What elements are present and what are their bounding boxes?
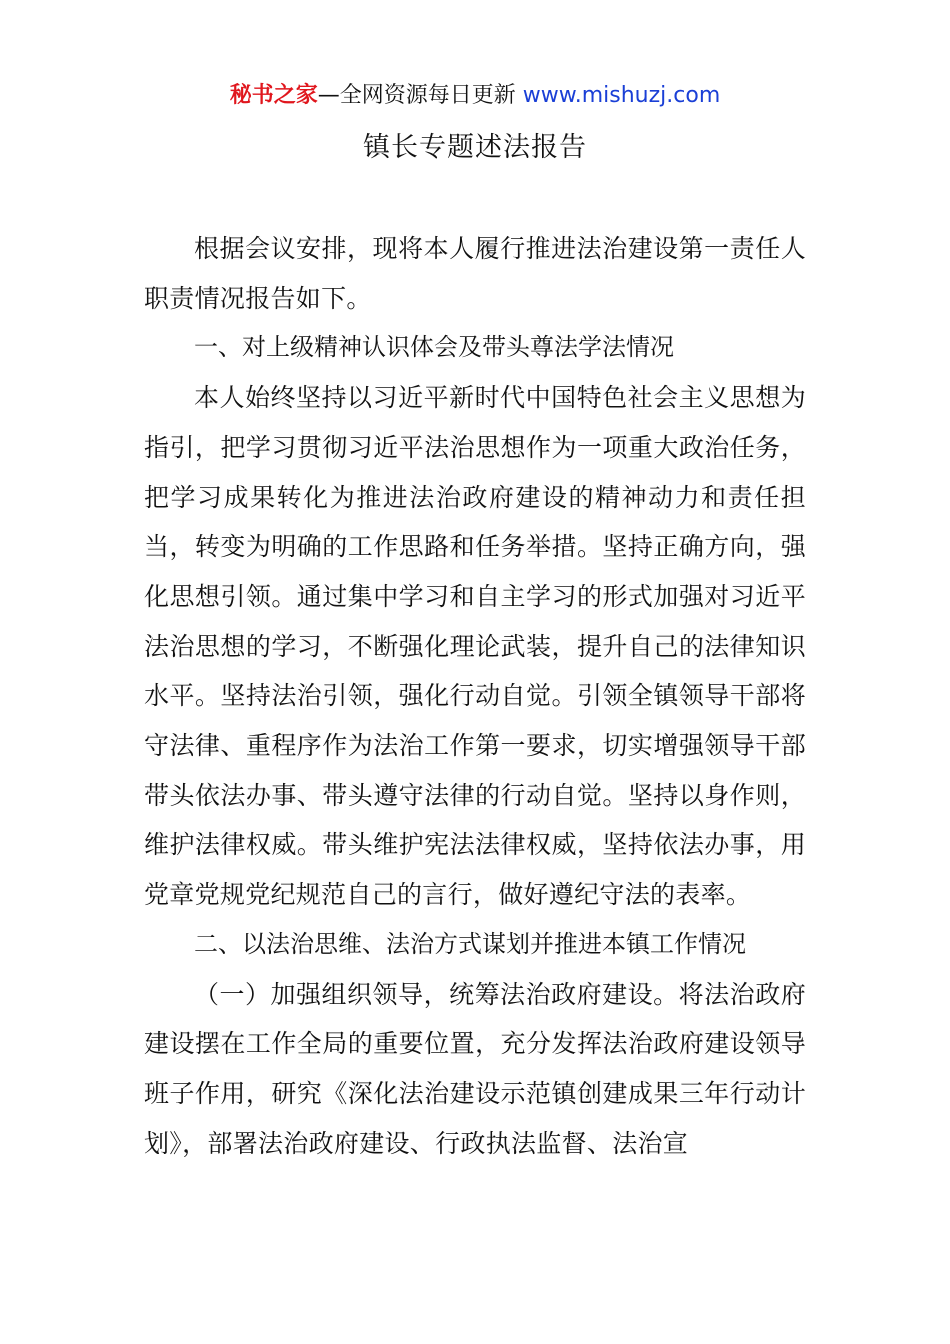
header-tagline: —全网资源每日更新 xyxy=(317,83,523,108)
section-1-paragraph: 本人始终坚持以习近平新时代中国特色社会主义思想为指引，把学习贯彻习近平法治思想作为一项重大政治任务，把学习成果转化为推进法治政府建设的精神动力和责任担当，转变为明确的工作思路和任务举措。坚持正确方向，强化思想引领。通过集中学习和自主学习的形式加强对习近平法治思想的学习，不断强化理论武装，提升自己的法律知识水平。坚持法治引领，强化行动自觉。引领全镇领导干部将守法律、重程序作为法治工作第一要求，切实增强领导干部带头依法办事、带头遵守法律的行动自觉。坚持以身作则，维护法律权威。带头维护宪法法律权威，坚持依法办事，用党章党规党纪规范自己的言行，做好遵纪守法的表率。 xyxy=(144,383,806,910)
brand-name: 秘书之家 xyxy=(229,83,318,108)
site-url-link[interactable]: www.mishuzj.com xyxy=(522,83,721,108)
section-2-paragraph: （一）加强组织领导，统筹法治政府建设。将法治政府建设摆在工作全局的重要位置，充分发挥法治政府建设领导班子作用，研究《深化法治建设示范镇创建成果三年行动计划》，部署法治政府建设、行政执法监督、法治宣 xyxy=(144,979,806,1158)
document-body xyxy=(144,224,806,1168)
section-2-heading: 二、以法治思维、法治方式谋划并推进本镇工作情况 xyxy=(194,929,746,958)
section-1-heading: 一、对上级精神认识体会及带头尊法学法情况 xyxy=(194,333,674,362)
site-header xyxy=(0,80,950,112)
intro-paragraph: 根据会议安排，现将本人履行推进法治建设第一责任人职责情况报告如下。 xyxy=(144,234,806,313)
document-title: 镇长专题述法报告 xyxy=(363,132,587,163)
